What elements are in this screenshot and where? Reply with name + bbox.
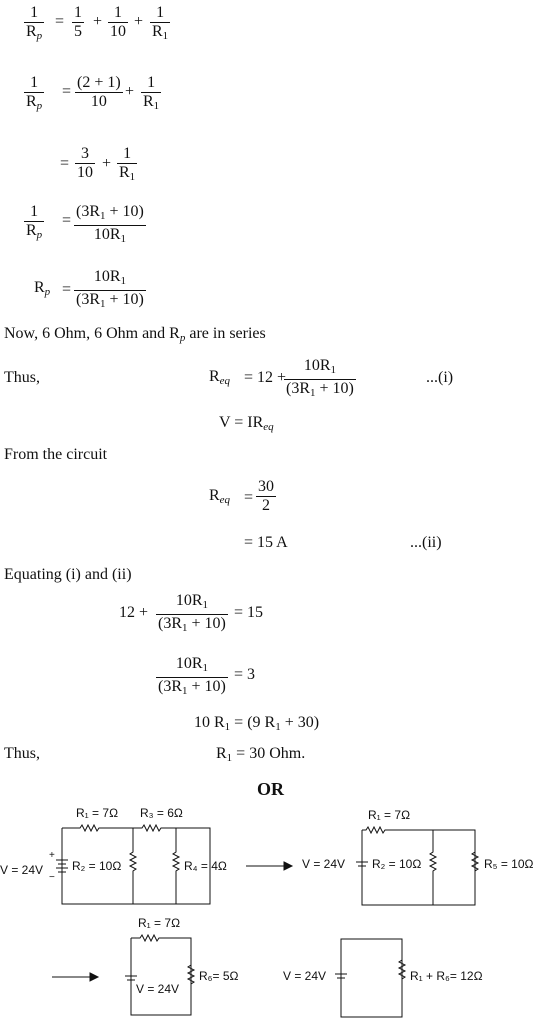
equation-tag: ...(ii) [410,534,442,551]
circuit-4 [335,939,405,1017]
fraction: $\frac{1}{R_p}$ [24,4,44,45]
fraction: $\frac{30}{2}$ [258,478,274,514]
series-statement: Now, 6 Ohm, 6 Ohm and $R_p$ are in series [4,325,266,344]
fraction: $\frac{(2 + 1)}{10}$ [77,74,121,110]
label-r2: R₂ = 10Ω [372,857,422,871]
fraction: $\frac{(3R_1 + 10)}{10R_1}$ [74,203,146,248]
label-r4: R₄ = 4Ω [184,859,227,873]
label-r2: R₂ = 10Ω [72,859,122,873]
label-r5: R₅ = 10Ω [484,857,534,871]
label-r1: R₁ = 7Ω [76,806,119,820]
label-voltage: V = 24V [283,969,327,983]
resistor-r2 [430,830,436,905]
fraction: $\frac{1}{10}$ [110,4,126,40]
circuit-3 [125,935,194,1015]
label-voltage: V = 24V [136,982,180,996]
fraction: $\frac{10R_1}{(3R_1 + 10)}$ [156,655,228,700]
fraction: $\frac{10R_1}{(3R_1 + 10)}$ [156,592,228,637]
fraction: $\frac{1}{R_1}$ [117,145,137,186]
thus-label: Thus, [4,369,40,386]
resistor-r4 [173,828,179,904]
ohm-law: $V = IR_{eq}$ [219,414,274,433]
label-voltage: V = 24V [0,863,44,877]
fraction: $\frac{3}{10}$ [77,145,93,181]
fraction: $\frac{1}{R_p}$ [24,203,44,244]
circuit-diagrams [0,800,550,1024]
resistor-r5 [472,830,478,905]
fraction: $\frac{1}{R_p}$ [24,74,44,115]
label-voltage: V = 24V [302,857,346,871]
label-r3: R₃ = 6Ω [140,806,183,820]
label-r1: R₁ = 7Ω [368,808,411,822]
eq9: $R_1 = 30$ Ohm. [216,745,306,764]
label-r6: R₆= 5Ω [199,969,239,983]
label-total-resistance: R₁ + R₆= 12Ω [410,969,483,983]
resistor-r2 [130,828,136,904]
svg-text:+: + [49,850,55,861]
equation-tag: ...(i) [426,369,454,386]
eq8: 10 $R_1 = (9$ $R_1 + 30$) [194,714,320,733]
fraction: $\frac{1}{R_1}$ [141,74,161,115]
fraction: $\frac{10R_1}{(3R_1 + 10)}$ [284,357,356,402]
thus-label: Thus, [4,745,40,762]
fraction: $\frac{1}{5}$ [74,4,82,40]
fraction: $\frac{1}{R_1}$ [150,4,170,45]
equating-label: Equating (i) and (ii) [4,566,132,583]
label-r1: R₁ = 7Ω [138,916,181,930]
fraction: $\frac{10R_1}{(3R_1 + 10)}$ [74,268,146,313]
svg-text:−: − [49,872,55,883]
from-circuit-label: From the circuit [4,446,108,463]
or-heading: OR [257,779,284,799]
